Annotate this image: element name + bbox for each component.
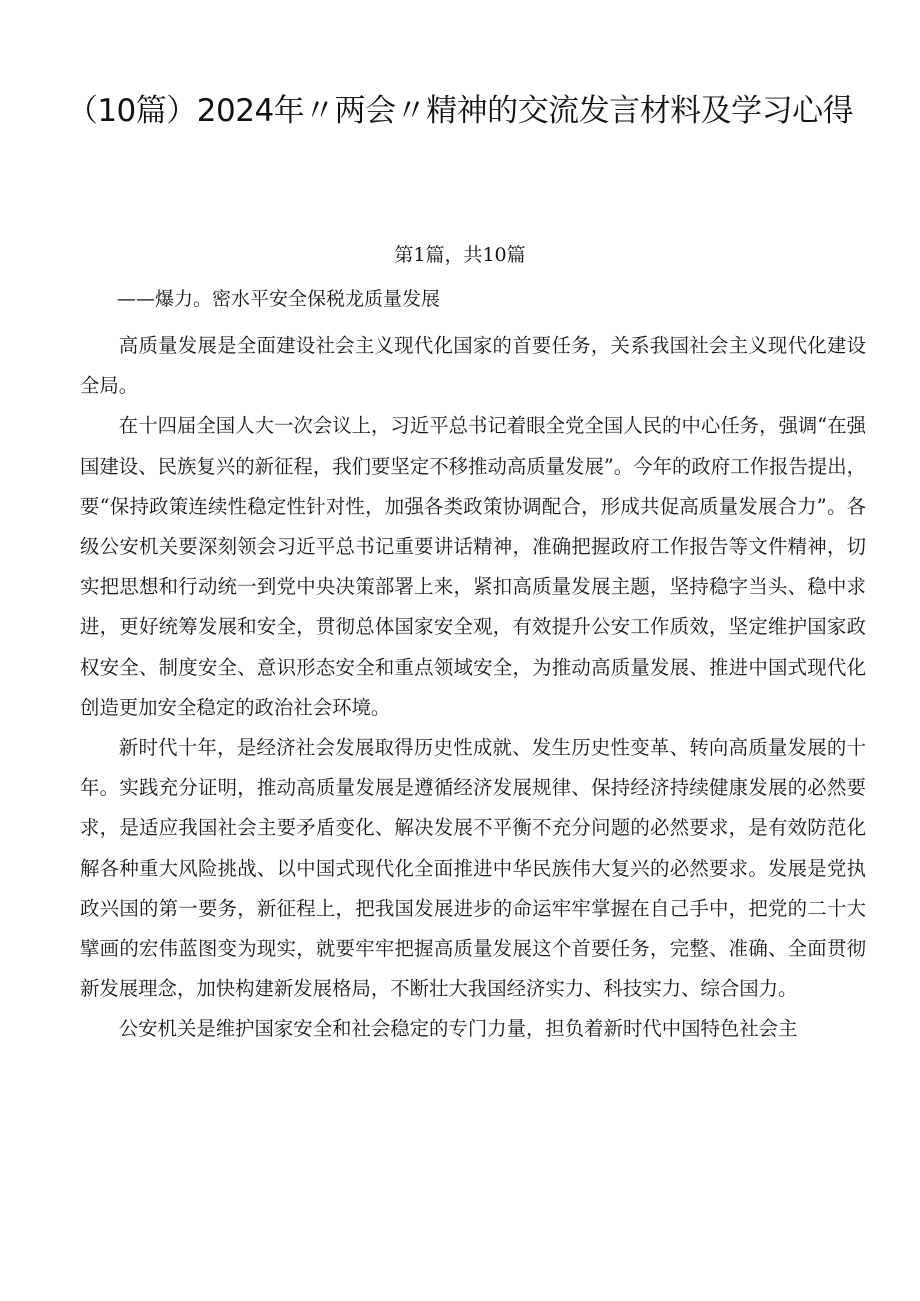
paragraph: 高质量发展是全面建设社会主义现代化国家的首要任务，关系我国社会主义现代化建设全局。 xyxy=(80,334,866,398)
paragraph: 新时代十年，是经济社会发展取得历史性成就、发生历史性变革、转向高质量发展的十年。实践充分证明，推动高质量发展是遵循经济发展规律、保持经济持续健康发展的必然要求，是适应我国社会主要矛盾变化、解决发展不平衡不充分问题的必然要求，是有效防范化解各种重大风险挑战、以中国式现代化全面推进中华民族伟大复兴的必然要求。发展是党执政兴国的第一要务，新征程上，把我国发展进步的命运牢牢掌握在自己手中，把党的二十大擘画的宏伟蓝图变为现实，就要牢牢把握高质量发展这个首要任务，完整、准确、全面贯彻新发展理念，加快构建新发展格局，不断壮大我国经济实力、科技实力、综合国力。 xyxy=(80,736,866,1001)
document-title: （10篇）2024年〃两会〃精神的交流发言材料及学习心得 xyxy=(66,93,854,129)
paragraph: 在十四届全国人大一次会议上，习近平总书记着眼全党全国人民的中心任务，强调“在强国建设、民族复兴的新征程，我们要坚定不移推动高质量发展”。今年的政府工作报告提出，要“保持政策连续性稳定性针对性，加强各类政策协调配合，形成共促高质量发展合力”。各级公安机关要深刻领会习近平总书记重要讲话精神，准确把握政府工作报告等文件精神，切实把思想和行动统一到党中央决策部署上来，紧扣高质量发展主题，坚持稳字当头、稳中求进，更好统筹发展和安全，贯彻总体国家安全观，有效提升公安工作质效，坚定维护国家政权安全、制度安全、意识形态安全和重点领域安全，为推动高质量发展、推进中国式现代化创造更加安全稳定的政治社会环境。 xyxy=(80,414,866,719)
document-body xyxy=(80,326,866,1050)
intro-line: ——爆力。密水平安全保税龙质量发展 xyxy=(117,288,441,310)
part-label: 第1篇，共10篇 xyxy=(394,244,526,266)
paragraph: 公安机关是维护国家安全和社会稳定的专门力量，担负着新时代中国特色社会主 xyxy=(118,1017,798,1041)
